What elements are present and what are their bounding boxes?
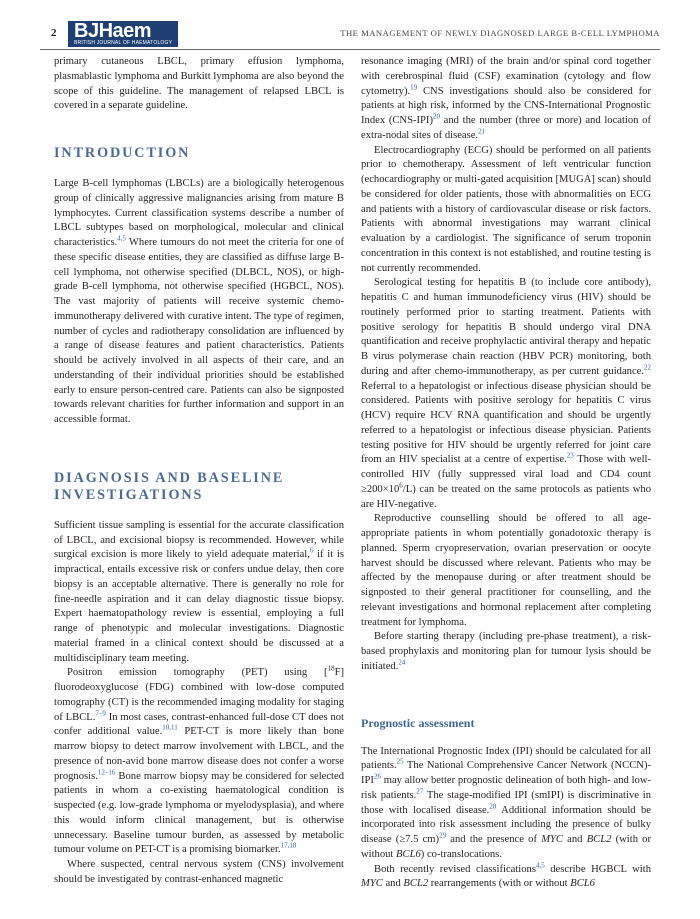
- paragraph-scope: primary cutaneous LBCL, primary effusion lymphoma, plasmablastic lymphoma and Burkitt lymphoma are also beyond the scope of this guideline. The management of relapsed LBCL is covered in a separate guideline.: [54, 56, 344, 112]
- citation-link[interactable]: 23: [566, 451, 574, 460]
- paragraph-reproductive-counselling: Reproductive counselling should be offered to all age-appropriate patients in whom potentially gonadotoxic therapy is planned. Sperm cryopreservation, ovarian preservation or oocyte harvest should be discussed where relevant. Patients who may be affected by the menopause during or after treatment should be signposted to their general practitioner for counselling, and the relevant investigations and hormonal replacement after completing treatment for lymphoma.: [361, 513, 651, 628]
- citation-link[interactable]: 4,5: [117, 234, 126, 243]
- paragraph-cardiac-assessment: Electrocardiography (ECG) should be performed on all patients prior to chemotherapy. Assessment of left ventricular function (echocardiography or multi-gated acquisition [MUGA] scan) should be considered for older patients, those with abnormalities on ECG and patients with a history of cardiovascular disease or risk factors. Patients with abnormal investigations may warrant clinical evaluation by a cardiologist. The significance of serum troponin concentration in this context is not established, and routine testing is not currently recommended.: [361, 144, 651, 274]
- paragraph-ipi: The International Prognostic Index (IPI) should be calculated for all patients.$^{25}$ The National Comprehensive Cancer Network (NCCN)-IPI$^{26}$ may allow better prognostic delineation of both high- and low-risk patients.$^{27}$ The stage-modified IPI (smIPI) is discriminative in those with localised disease.$^{28}$ Additional information should be incorporated into risk assessment including the presence of bulky disease (≥7.5 cm)$^{29}$ and the presence of MYC and BCL2 (with or without BCL6) co-translocations.: [361, 745, 652, 860]
- page-number: 2: [51, 27, 57, 39]
- paragraph-cns-mri: resonance imaging (MRI) of the brain and/or spinal cord together with cerebrospinal fluid (CSF) examination (cytology and flow cytometry).$^{19}$ CNS investigations should also be considered for patients at high risk, informed by the CNS-International Prognostic Index $(CNS-IPI)^{20}$ and the number (three or more) and location of extra-nodal sites of disease.$^{21}$: [361, 56, 651, 141]
- isotope-superscript: 18: [327, 664, 335, 673]
- citation-link[interactable]: 21: [478, 127, 486, 136]
- citation-link[interactable]: 19: [410, 82, 418, 91]
- page-header: [40, 20, 660, 50]
- paragraph-introduction: Large B-cell lymphomas (LBCLs) are a biologically heterogenous group of clinically aggressive malignancies arising from mature B lymphocytes. Current classification systems describe a number of LBCL subtypes based on morphological, molecular and clinical characteristics.$^{4,5}$ Where tumours do not meet the criteria for one of these specific disease entities, they are classified as diffuse large B-cell lymphoma, not otherwise specified (DLBCL, NOS), or high-grade B-cell lymphoma, not otherwise specified (HGBCL, NOS). The vast majority of patients will receive systemic chemo-immunotherapy delivered with curative intent. The type of regimen, number of cycles and radiotherapy consolidation are influenced by a range of disease features and patient characteristics. Patients should be actively involved in all aspects of their care, and an understanding of their individual priorities should be established early to ensure person-centred care. Patients can also be signposted towards relevant charities for further information and support in an accessible format.: [54, 178, 344, 425]
- citation-link[interactable]: 10,11: [162, 723, 178, 732]
- logo-wordmark: BJHaem: [74, 20, 152, 42]
- citation-link[interactable]: 29: [439, 831, 447, 840]
- citation-link[interactable]: 4,5: [535, 860, 545, 869]
- citation-link[interactable]: 6: [309, 546, 314, 555]
- citation-link[interactable]: 28: [489, 801, 497, 810]
- right-column: [361, 55, 651, 892]
- left-column: [54, 55, 344, 888]
- citation-link[interactable]: 27: [416, 787, 424, 796]
- paragraph-tissue-sampling: Sufficient tissue sampling is essential for the accurate classification of LBCL, and excisional biopsy is recommended. However, while surgical excision is more likely to yield adequate material,$^6$ if it is impractical, entails excessive risk or confers undue delay, then core biopsy is an acceptable alternative. There is generally no role for fine-needle aspiration and it can delay diagnostic tissue biopsy. Expert haematopathology review is essential, employing a full range of phenotypic and molecular investigations. Diagnostic material framed in a clinical context should be discussed at a multidisciplinary team meeting.: [54, 519, 344, 664]
- paragraph-classifications: Both recently revised classifications$^{4,5}$ describe HGBCL with MYC and BCL2 rearrangements (with or without BCL6: [361, 860, 651, 890]
- journal-logo: [68, 21, 178, 47]
- citation-link[interactable]: 22: [644, 363, 651, 372]
- exponent: 6: [399, 481, 403, 490]
- citation-link[interactable]: 25: [396, 757, 404, 766]
- paragraph-serology: Serological testing for hepatitis B (to include core antibody), hepatitis C and human immunodeficiency virus (HIV) should be routinely performed prior to starting treatment. Patients with positive serology for hepatitis B should undergo viral DNA quantification and receive prophylactic antiviral therapy and hepatic B virus polymerase chain reaction (HBV PCR) monitoring, both during and after chemo-immunotherapy, as per current guidance.$^{22}$ Referral to a hepatologist or infectious disease physician should be considered. Patients with positive serology for hepatitis C virus (HCV) require HCV RNA quantification and should be urgently referred to a hepatologist or infectious disease physician. Patients testing positive for HIV should be urgently referred for joint care from an HIV specialist at a centre of expertise.$^{23}$ Those with well-controlled HIV (fully suppressed viral load and CD4 count $\ge 200\times 10^6/L$) can be treated on the same protocols as patients who are HIV-negative.: [361, 277, 651, 510]
- paragraph-cns-involvement: Where suspected, central nervous system (CNS) involvement should be investigated by contrast-enhanced magnetic: [54, 859, 344, 885]
- citation-link[interactable]: 7–9: [95, 708, 106, 717]
- citation-link[interactable]: 12–16: [97, 767, 116, 776]
- logo-subtitle: BRITISH JOURNAL OF HAEMATOLOGY: [74, 40, 173, 46]
- heading-prognostic-assessment: Prognostic assessment: [361, 715, 475, 730]
- paragraph-pet-imaging: Positron emission tomography (PET) using [$^{18}$F] fluorodeoxyglucose (FDG) combined with low-dose computed tomography (CT) is the recommended imaging modality for staging of LBCL.$^{7-9}$ In most cases, contrast-enhanced full-dose CT does not confer additional value.$^{10,11}$ PET-CT is more likely than bone marrow biopsy to detect marrow involvement with LBCL, and the presence of non-avid bone marrow disease does not confer a worse prognosis.$^{12-16}$ Bone marrow biopsy may be considered for selected patients in whom a co-existing haematological condition is suspected (e.g. low-grade lymphoma or myelodysplasia), and where this would inform clinical management, but is otherwise unnecessary. Baseline tumour burden, as assessed by metabolic tumour volume on PET-CT is a promising biomarker.$^{17,18}$: [54, 664, 344, 856]
- running-title: THE MANAGEMENT OF NEWLY DIAGNOSED LARGE B-CELL LYMPHOMA: [340, 28, 660, 38]
- header-divider: [40, 49, 660, 50]
- citation-link[interactable]: 20: [432, 112, 440, 121]
- heading-diagnosis: DIAGNOSIS AND BASELINE INVESTIGATIONS: [54, 469, 285, 503]
- citation-link[interactable]: 24: [398, 658, 406, 667]
- paragraph-tumour-lysis: Before starting therapy (including pre-phase treatment), a risk-based prophylaxis and monitoring plan for tumour lysis should be initiated.$^{24}$: [361, 631, 651, 672]
- citation-link[interactable]: 17,18: [280, 841, 297, 850]
- heading-introduction: INTRODUCTION: [54, 145, 191, 161]
- citation-link[interactable]: 26: [373, 772, 381, 781]
